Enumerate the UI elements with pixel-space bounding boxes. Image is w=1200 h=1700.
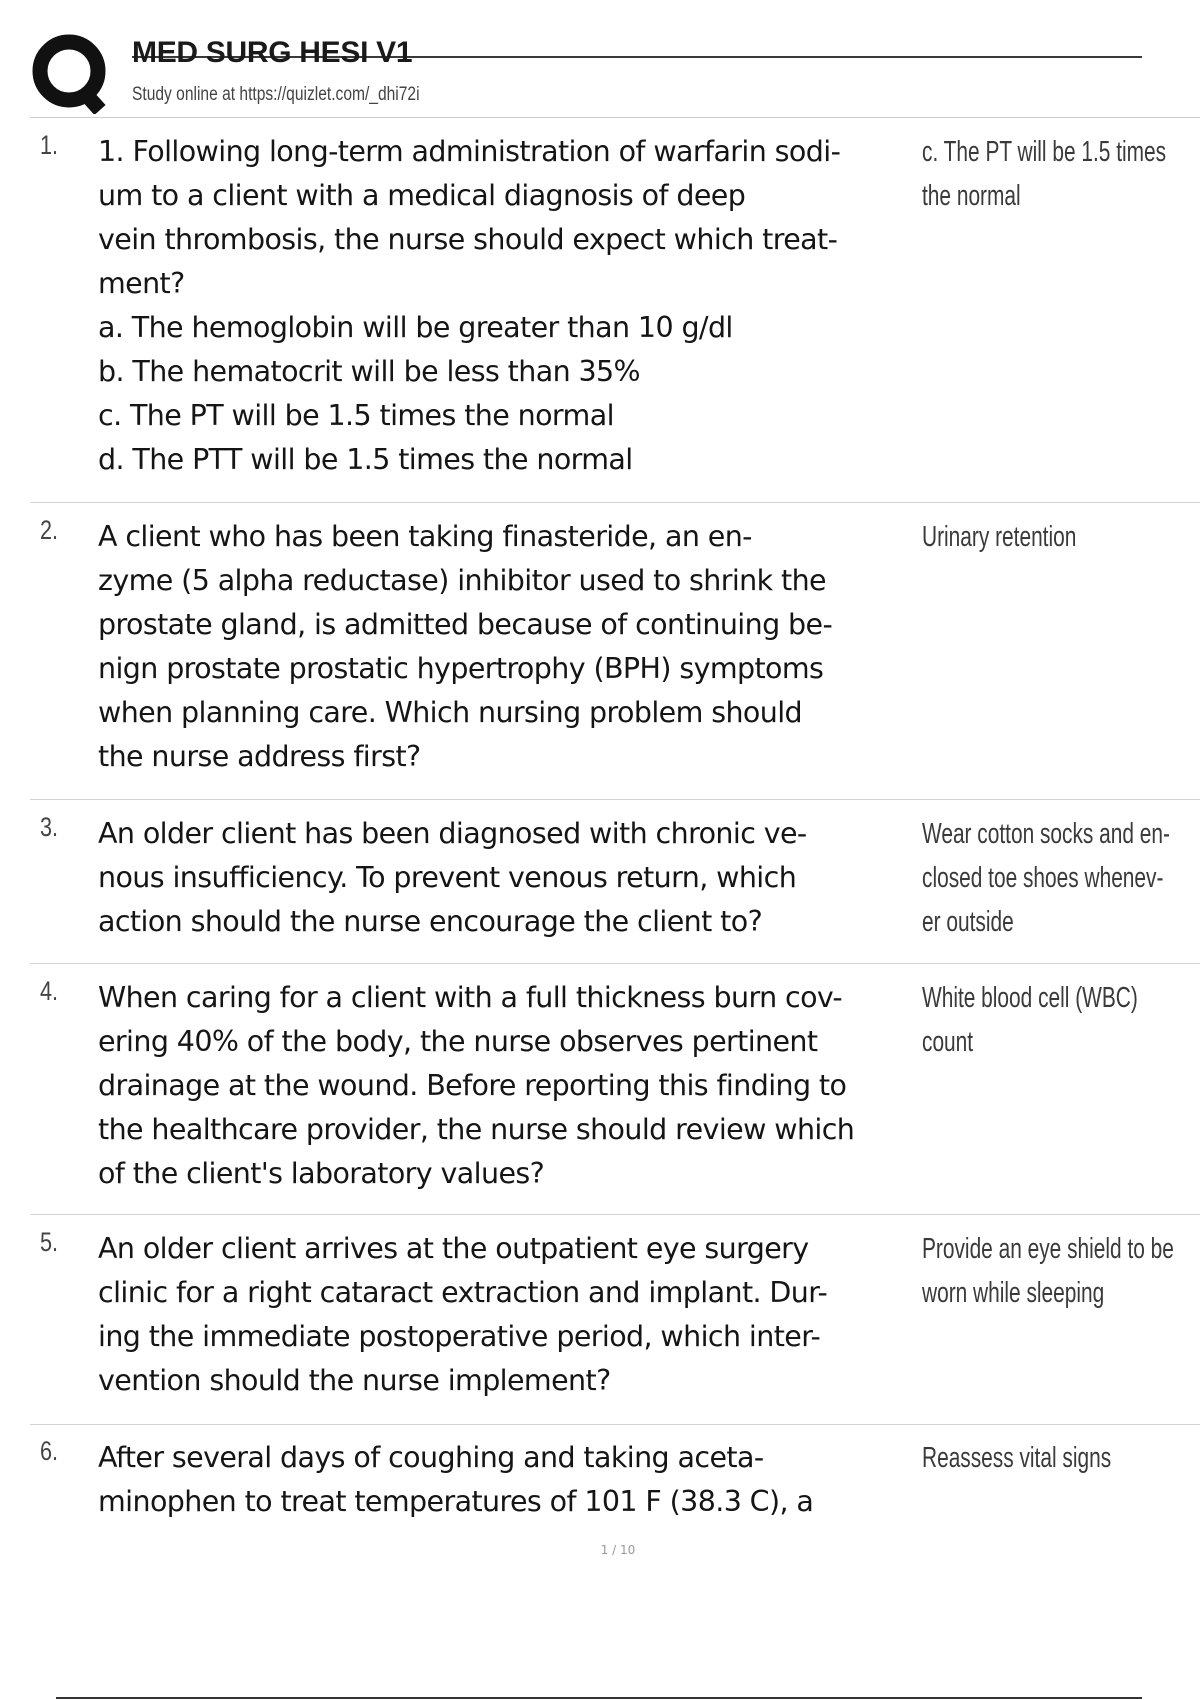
definition-line: worn while sleeping: [922, 1277, 1105, 1309]
term-line: prostate gland, is admitted because of continuing be-: [98, 608, 833, 641]
term-line: An older client has been diagnosed with chronic ve-: [98, 817, 807, 850]
card-term: [98, 515, 950, 779]
term-line: After several days of coughing and taking aceta-: [98, 1441, 764, 1474]
term-line: of the client's laboratory values?: [98, 1157, 545, 1190]
term-line: action should the nurse encourage the client to?: [98, 905, 763, 938]
term-line: the nurse address first?: [98, 740, 421, 773]
header-divider: [30, 117, 1200, 118]
term-line: when planning care. Which nursing problem should: [98, 696, 803, 729]
term-line: nous insufficiency. To prevent venous return, which: [98, 861, 797, 894]
card-number: 2.: [40, 515, 59, 545]
flashcard-1: [30, 130, 1200, 503]
footer-rule: [56, 1697, 1142, 1699]
term-line: ing the immediate postoperative period, which inter-: [98, 1320, 821, 1353]
definition-line: Provide an eye shield to be: [922, 1233, 1174, 1265]
term-line: a. The hemoglobin will be greater than 10 g/dl: [98, 311, 733, 344]
card-number: 5.: [40, 1227, 59, 1257]
study-online-link-text: Study online at https://quizlet.com/_dhi72i: [132, 84, 420, 105]
term-line: um to a client with a medical diagnosis of deep: [98, 179, 746, 212]
flashcard-5: [30, 1227, 1200, 1425]
card-definition: [922, 1227, 1174, 1315]
card-number: 3.: [40, 812, 59, 842]
term-line: When caring for a client with a full thickness burn cov-: [98, 981, 843, 1014]
definition-line: c. The PT will be 1.5 times: [922, 136, 1167, 168]
term-line: zyme (5 alpha reductase) inhibitor used to shrink the: [98, 564, 826, 597]
card-number: 4.: [40, 976, 59, 1006]
definition-line: count: [922, 1026, 974, 1058]
card-term: [98, 976, 950, 1196]
definition-line: the normal: [922, 180, 1021, 212]
flashcard-3: [30, 812, 1200, 964]
card-definition: [922, 812, 1170, 944]
flashcard-2: [30, 515, 1200, 800]
definition-line: er outside: [922, 906, 1014, 938]
term-line: minophen to treat temperatures of 101 F (38.3 C), a: [98, 1485, 814, 1518]
document-title: MED SURG HESI V1: [132, 36, 413, 69]
term-line: ering 40% of the body, the nurse observes pertinent: [98, 1025, 818, 1058]
term-line: clinic for a right cataract extraction and implant. Dur-: [98, 1276, 828, 1309]
term-line: 1. Following long-term administration of warfarin sodi-: [98, 135, 841, 168]
term-line: d. The PTT will be 1.5 times the normal: [98, 443, 633, 476]
quizlet-q-logo-icon: [30, 32, 112, 114]
definition-line: Urinary retention: [922, 521, 1077, 553]
card-definition: [922, 976, 1138, 1064]
definition-line: White blood cell (WBC): [922, 982, 1138, 1014]
term-line: drainage at the wound. Before reporting this finding to: [98, 1069, 847, 1102]
flashcard-6: [30, 1436, 1200, 1528]
card-term: [98, 130, 950, 482]
term-line: vention should the nurse implement?: [98, 1364, 611, 1397]
flashcard-4: [30, 976, 1200, 1215]
card-term: [98, 1436, 950, 1524]
page-number: 1 / 10: [600, 1543, 636, 1557]
definition-line: closed toe shoes whenev-: [922, 862, 1164, 894]
card-definition: [922, 1436, 1111, 1480]
term-line: An older client arrives at the outpatient eye surgery: [98, 1232, 809, 1265]
card-term: [98, 1227, 950, 1403]
card-definition: [922, 515, 1076, 559]
card-term: [98, 812, 950, 944]
card-number: 1.: [40, 130, 59, 160]
term-line: A client who has been taking finasteride, an en-: [98, 520, 752, 553]
card-number: 6.: [40, 1436, 59, 1466]
definition-line: Wear cotton socks and en-: [922, 818, 1170, 850]
card-definition: [922, 130, 1166, 218]
term-line: b. The hematocrit will be less than 35%: [98, 355, 641, 388]
term-line: vein thrombosis, the nurse should expect which treat-: [98, 223, 838, 256]
term-line: the healthcare provider, the nurse should review which: [98, 1113, 855, 1146]
definition-line: Reassess vital signs: [922, 1442, 1112, 1474]
term-line: c. The PT will be 1.5 times the normal: [98, 399, 614, 432]
term-line: ment?: [98, 267, 185, 300]
term-line: nign prostate prostatic hypertrophy (BPH) symptoms: [98, 652, 824, 685]
